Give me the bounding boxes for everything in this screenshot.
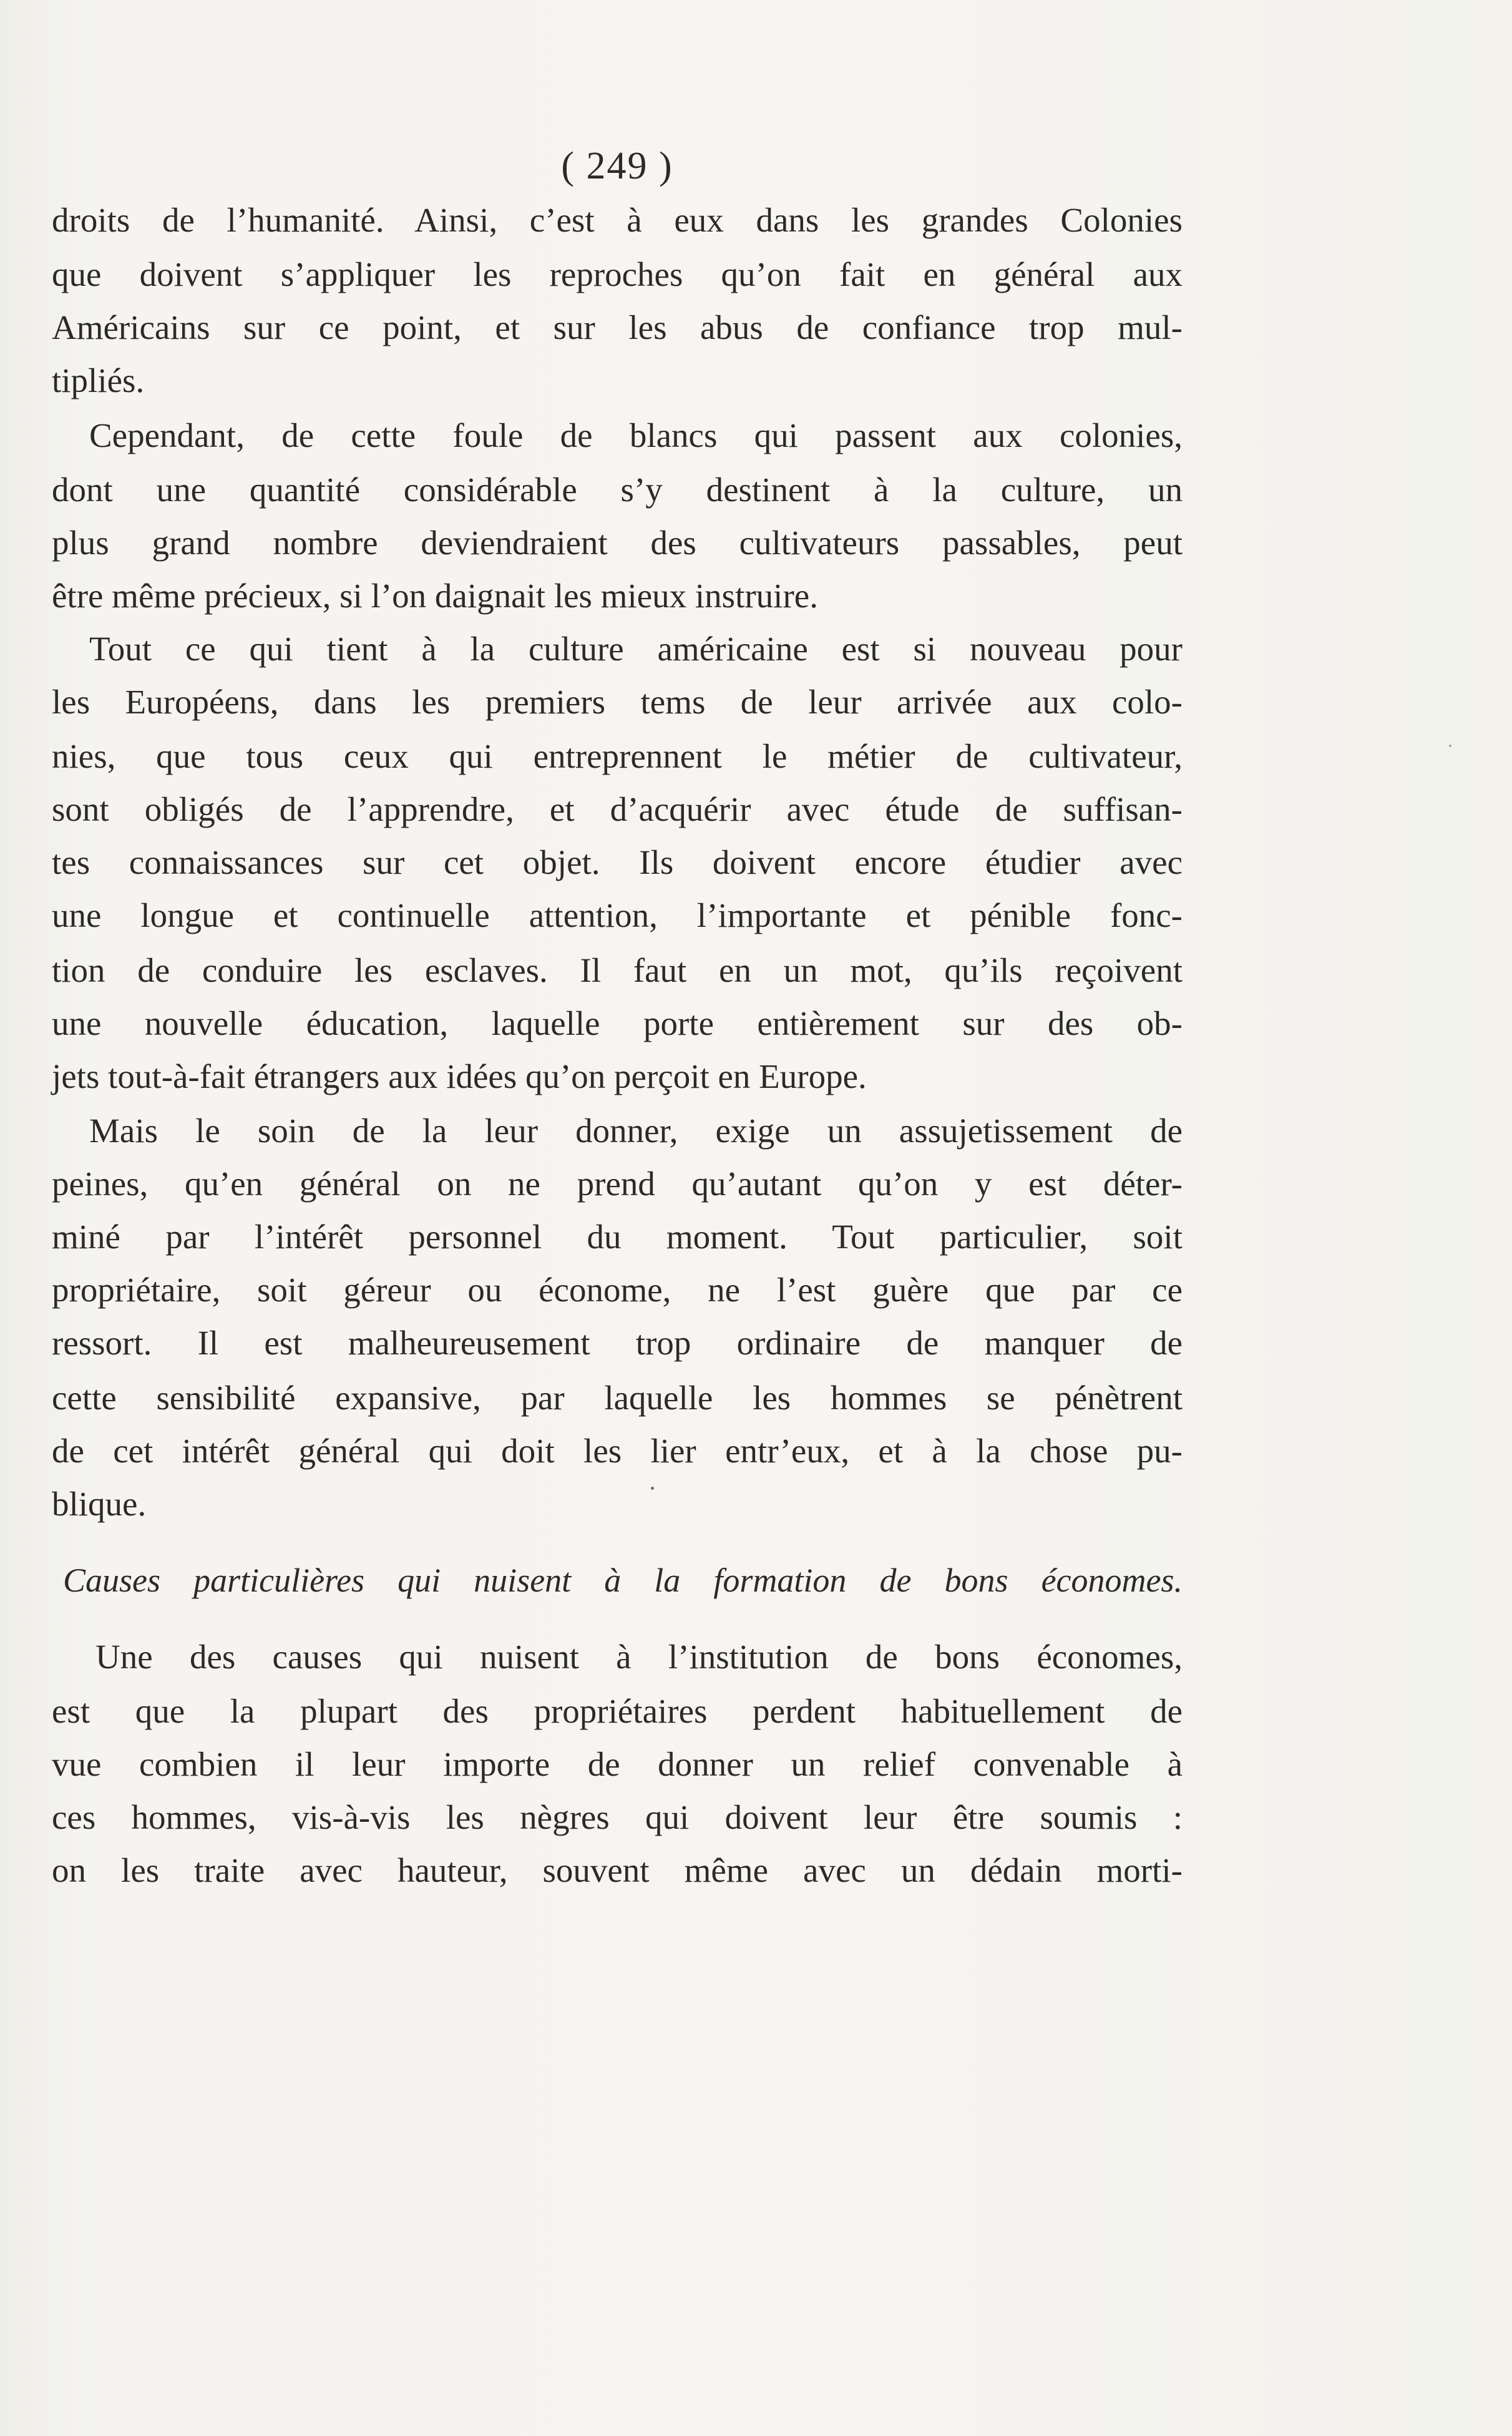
paragraph-first-line: Mais le soin de la leur donner, exige un assujetissement de	[89, 1112, 1183, 1150]
text-line: Américains sur ce point, et sur les abus de confiance trop mul-	[52, 308, 1183, 346]
text-line: miné par l’intérêt personnel du moment. Tout particulier, soit	[52, 1218, 1183, 1256]
paragraph-first-line: Cependant, de cette foule de blancs qui passent aux colonies,	[89, 416, 1183, 454]
text-line: blique.	[52, 1485, 147, 1523]
text-line: être même précieux, si l’on daignait les mieux instruire.	[52, 577, 818, 615]
text-line: les Européens, dans les premiers tems de leur arrivée aux colo-	[52, 683, 1183, 721]
text-line: cette sensibilité expansive, par laquelle les hommes se pénètrent	[52, 1379, 1183, 1417]
text-line: vue combien il leur importe de donner un relief convenable à	[52, 1745, 1183, 1783]
paragraph-first-line: Une des causes qui nuisent à l’institution de bons économes,	[95, 1638, 1183, 1676]
text-line: ressort. Il est malheureusement trop ordinaire de manquer de	[52, 1324, 1183, 1362]
text-line: de cet intérêt général qui doit les lier entr’eux, et à la chose pu-	[52, 1432, 1183, 1470]
ink-speck	[651, 1487, 654, 1490]
text-line: une nouvelle éducation, laquelle porte entièrement sur des ob-	[52, 1004, 1183, 1042]
ink-speck	[1449, 745, 1451, 747]
text-line: propriétaire, soit géreur ou économe, ne l’est guère que par ce	[52, 1271, 1183, 1309]
text-line: dont une quantité considérable s’y destinent à la culture, un	[52, 471, 1183, 509]
text-line: ces hommes, vis-à-vis les nègres qui doivent leur être soumis :	[52, 1798, 1183, 1836]
text-line: on les traite avec hauteur, souvent même avec un dédain morti-	[52, 1851, 1183, 1889]
text-line: est que la plupart des propriétaires perdent habituellement de	[52, 1692, 1183, 1730]
text-line: tion de conduire les esclaves. Il faut en un mot, qu’ils reçoivent	[52, 951, 1183, 989]
text-line: peines, qu’en général on ne prend qu’autant qu’on y est déter-	[52, 1165, 1183, 1203]
text-line: tes connaissances sur cet objet. Ils doivent encore étudier avec	[52, 843, 1183, 881]
text-line: plus grand nombre deviendraient des cultivateurs passables, peut	[52, 524, 1183, 562]
text-line: une longue et continuelle attention, l’importante et pénible fonc-	[52, 896, 1183, 934]
section-heading: Causes particulières qui nuisent à la formation de bons économes.	[63, 1562, 1183, 1599]
page-number: ( 249 )	[561, 145, 673, 187]
text-line: jets tout-à-fait étrangers aux idées qu’on perçoit en Europe.	[52, 1057, 867, 1095]
paragraph-first-line: Tout ce qui tient à la culture américaine est si nouveau pour	[89, 630, 1183, 668]
text-line: sont obligés de l’apprendre, et d’acquérir avec étude de suffisan-	[52, 790, 1183, 828]
text-line: nies, que tous ceux qui entreprennent le métier de cultivateur,	[52, 737, 1183, 775]
text-line: que doivent s’appliquer les reproches qu’on fait en général aux	[52, 255, 1183, 293]
text-line: droits de l’humanité. Ainsi, c’est à eux dans les grandes Colonies	[52, 201, 1183, 239]
text-line: tipliés.	[52, 361, 145, 399]
